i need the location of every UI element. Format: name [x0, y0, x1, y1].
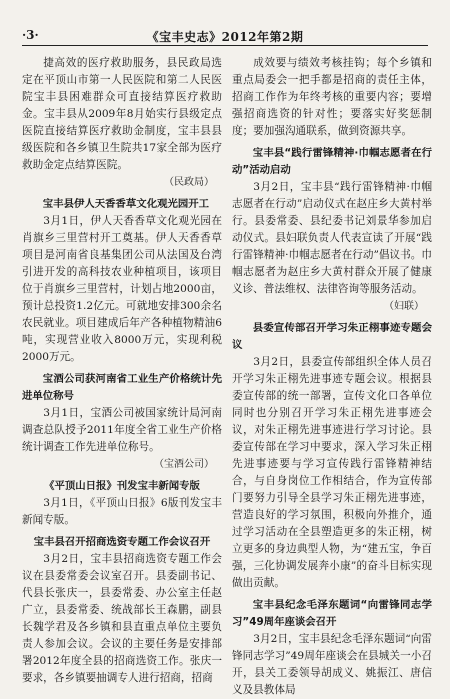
article-title: 《平顶山日报》刊发宝丰新闻专版 [44, 480, 200, 492]
article-title: 宝丰县召开招商选资专题工作会议召开 [33, 536, 211, 548]
article-paragraph: 3月2日，县委宣传部组织全体人员召开学习朱正栩先进事迹专题会议。根据县委宣传部的统一部署，宣传文化口各单位同时也分别召开学习朱正栩先进事迹会议，对朱正栩先进事迹进行学习讨论。县委宣传部在学习中要求，深入学习朱正栩先进事迹要与学习宣传践行雷锋精神结合，与自身岗位工作相结合，作为宣传部门要努力引导全县学习朱正栩先进事迹，营造良好的学习氛围，积极向外推介，通过学习活动在全县塑造更多的朱正栩，树立更多的身边典型人物，为“建五宝，争百强，三化协调发展奔小康”的奋斗目标实现做出贡献。 [232, 356, 432, 589]
journal-title: 《宝丰史志》2012年第2期 [146, 30, 304, 44]
article-paragraph: 3月1日，《平顶山日报》6版刊发宝丰新闻专版。 [22, 497, 222, 526]
source-attribution: （妇联） [384, 301, 424, 312]
right-column [232, 55, 432, 699]
article-title: 县委宣传部召开学习朱正栩事迹专题会议 [232, 322, 432, 351]
article-paragraph: 3月2日，宝丰县招商选资专题工作会议在县委常委会议室召开。县委副书记、代县长张庆一，县委常委、办公室主任赵广立，县委常委、统战部长王森鹏，副县长魏学君及各乡镇和县直重点单位主要负责人参加会议。会议的主要任务是安排部署2012年度全县的招商选资工作。张庆一要求，各乡镇要抽调专人进行招商，招商 [22, 553, 222, 684]
article-paragraph: 3月2日，宝丰县“践行雷锋精神·巾帼志愿者在行动”启动仪式在赵庄乡大黄村举行。县委常委、县纪委书记刘景华参加启动仪式。县妇联负责人代表宣读了开展“践行雷锋精神·巾帼志愿者在行动”倡议书。巾帼志愿者为赵庄乡大黄村群众开展了健康义诊、普法维权、法律咨询等服务活动。 [232, 181, 432, 295]
article-title: 宝丰县纪念毛泽东题词“向雷锋同志学习”49周年座谈会召开 [232, 599, 432, 628]
source-attribution: （宝酒公司） [154, 459, 214, 470]
article-paragraph: 捷高效的医疗救助服务，县民政局选定在平顶山市第一人民医院和第二人民医院宝丰县困难群众可直接结算医疗救助金。宝丰县从2009年8月始实行县级定点医院直接结算医疗救助金制度，宝丰县县级医院和各乡镇卫生院共17家全部为医疗救助金定点结算医院。 [22, 57, 222, 171]
article-paragraph: 成效要与绩效考核挂钩；每个乡镇和重点局委会一把手都是招商的责任主体，招商工作作为年终考核的重要内容；要增强招商选资的针对性；要落实好奖惩制度；要加强沟通联系，做到资源共享。 [232, 57, 432, 137]
article-title: 宝酒公司获河南省工业生产价格统计先进单位称号 [22, 373, 222, 402]
article-paragraph: 3月1日，伊人天香香草文化观光园在肖旗乡三里营村开工奠基。伊人天香香草项目是河南省良基集团公司从法国及台湾引进开发的高科技农业种植项目，该项目位于肖旗乡三里营村，计划占地2000亩，预计总投资1.2亿元。可就地安排300余名农民就业。项目建成后年产各种植物精油6吨，实现营业收入8000万元，实现利税2000万元。 [22, 215, 222, 363]
page-header [22, 10, 428, 42]
source-attribution: （民政局） [164, 177, 214, 188]
article-paragraph: 3月2日，宝丰县纪念毛泽东题词“向雷锋同志学习”49周年座谈会在县城关一小召开，县关工委领导胡成义、姚振江、唐信义及县教体局 [232, 633, 432, 696]
article-title: 宝丰县“践行雷锋精神·巾帼志愿者在行动”活动启动 [232, 147, 432, 176]
header-rule [22, 45, 428, 46]
page-number: ·3· [22, 28, 39, 42]
article-title: 宝丰县伊人天香香草文化观光园开工 [42, 198, 210, 210]
left-column [22, 55, 222, 687]
article-paragraph: 3月1日，宝酒公司被国家统计局河南调查总队授予2011年度全省工业生产价格统计调查工作先进单位称号。 [22, 407, 222, 453]
